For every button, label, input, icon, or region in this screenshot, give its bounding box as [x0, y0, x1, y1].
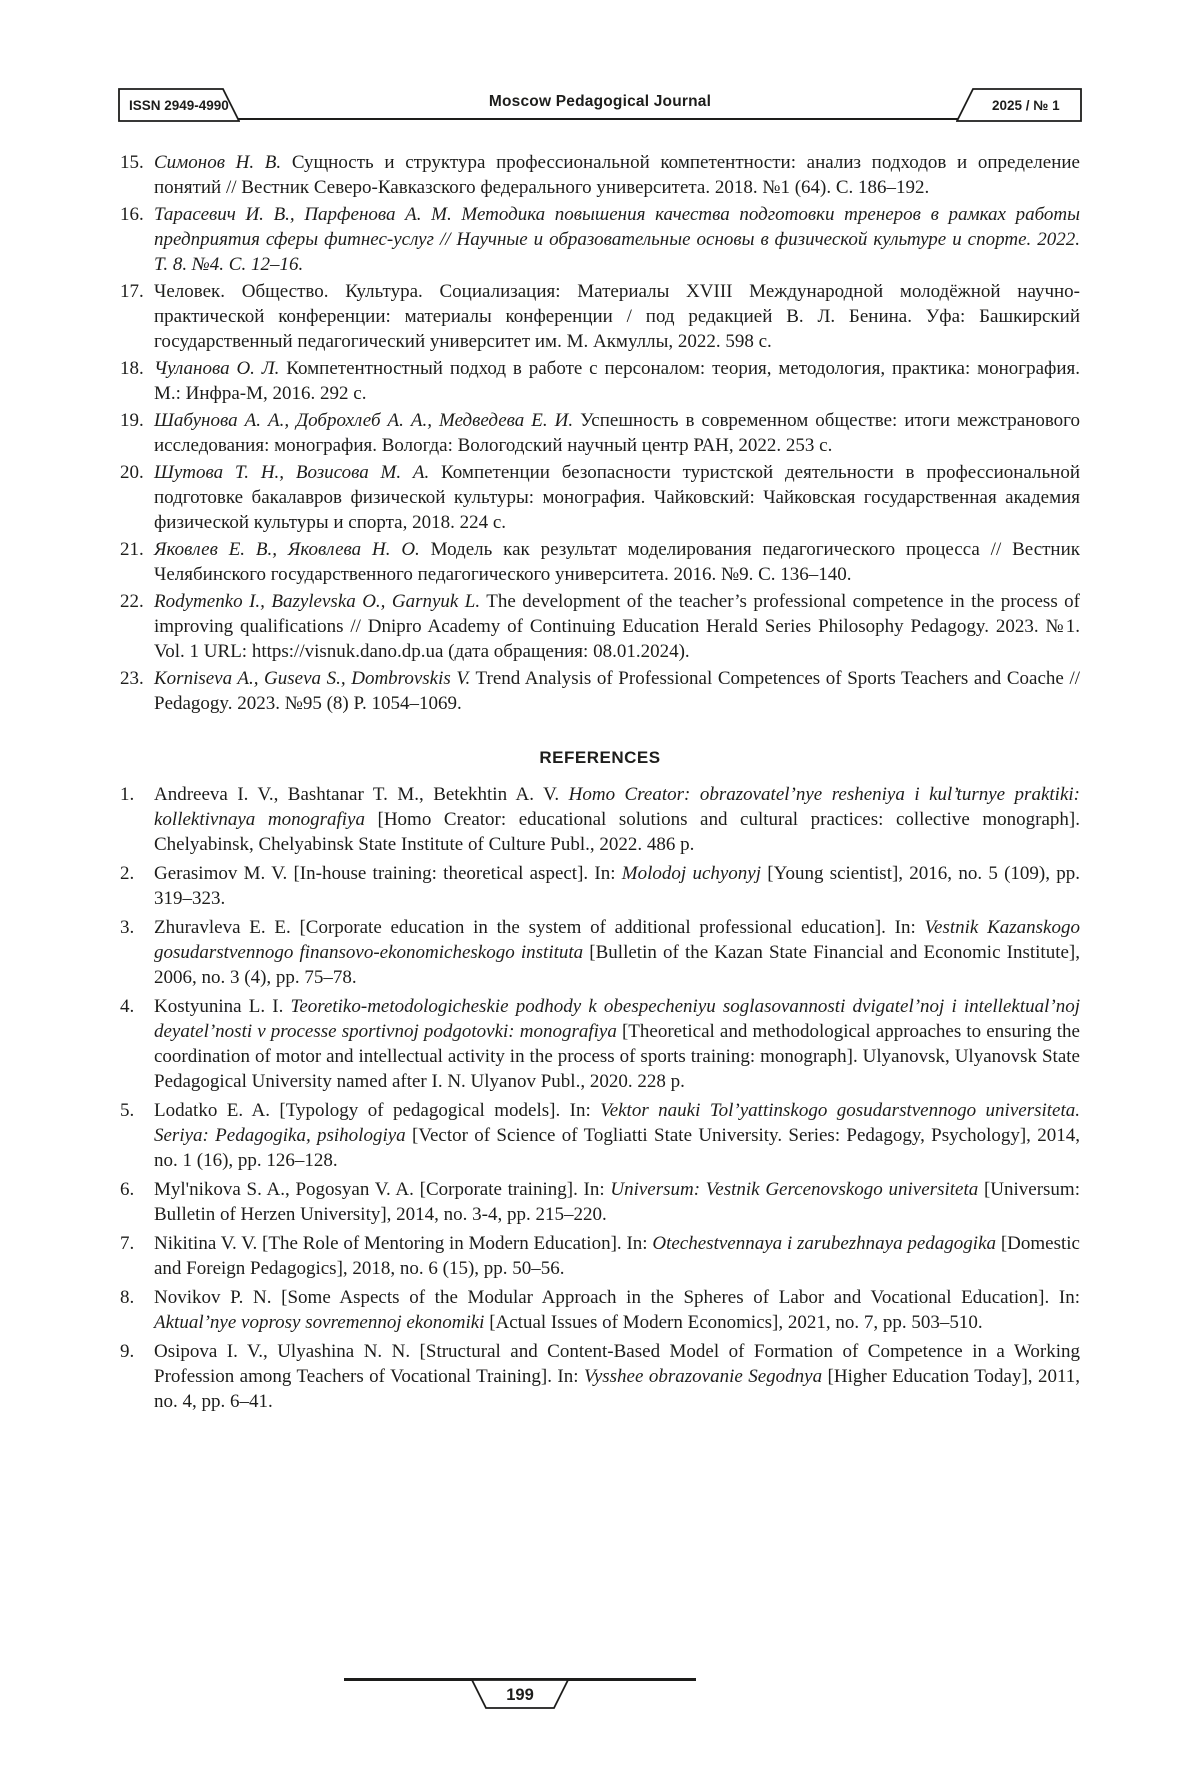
page-number: 199: [506, 1685, 534, 1704]
list-item-text: Яковлев Е. В., Яковлева Н. О. Модель как результат моделирования педагогического процесса // Вестник Челябинского государственного педагогического университета. 2016. №9. С. 136–140.: [154, 539, 1080, 585]
list-item-text: Rodymenko I., Bazylevska O., Garnyuk L. The development of the teacher’s professional competence in the process of improving qualifications // Dnipro Academy of Continuing Education Herald Series Philosophy Pedagogy. 2023. №1. Vol. 1 URL: https://visnuk.dano.dp.ua (дата обращения: 08.01.2024).: [154, 591, 1080, 662]
list-item-number: 18.: [120, 358, 144, 379]
list-item-text: Myl'nikova S. A., Pogosyan V. A. [Corporate training]. In: Universum: Vestnik Gercenovskogo universiteta [Universum: Bulletin of Herzen University], 2014, no. 3-4, pp. 215–220.: [154, 1179, 1080, 1225]
references-list: [120, 782, 1080, 1414]
list-item-number: 15.: [120, 152, 144, 173]
list-item-text: Nikitina V. V. [The Role of Mentoring in Modern Education]. In: Otechestvennaya i zarubezhnaya pedagogika [Domestic and Foreign Pedagogics], 2018, no. 6 (15), pp. 50–56.: [154, 1233, 1080, 1279]
list-item: [120, 356, 1080, 406]
list-item-text: Korniseva A., Guseva S., Dombrovskis V. Trend Analysis of Professional Competences of Sports Teachers and Coache // Pedagogy. 2023. №95 (8) P. 1054–1069.: [154, 668, 1080, 714]
page-body: [120, 150, 1080, 1414]
bibliography-list: [120, 150, 1080, 716]
list-item: [120, 589, 1080, 664]
list-item-text: Симонов Н. В. Сущность и структура профессиональной компетентности: анализ подходов и определение понятий // Вестник Северо-Кавказского федерального университета. 2018. №1 (64). С. 186–192.: [154, 152, 1080, 198]
list-item-number: 7.: [120, 1233, 135, 1254]
page-footer: [0, 1678, 1120, 1710]
list-item-text: Gerasimov M. V. [In-house training: theoretical aspect]. In: Molodoj uchyonyj [Young scientist], 2016, no. 5 (109), pp. 319–323.: [154, 863, 1081, 909]
list-item-number: 4.: [120, 996, 135, 1017]
list-item-number: 21.: [120, 539, 144, 560]
list-item: [120, 279, 1080, 354]
list-item-number: 5.: [120, 1100, 135, 1121]
list-item: [120, 1231, 1080, 1281]
list-item: [120, 666, 1080, 716]
list-item-text: Шабунова А. А., Доброхлеб А. А., Медведева Е. И. Успешность в современном обществе: итоги межстранового исследования: монография. Вологда: Вологодский научный центр РАН, 2022. 253 с.: [154, 410, 1080, 456]
list-item-number: 9.: [120, 1341, 135, 1362]
list-item: [120, 537, 1080, 587]
list-item-number: 23.: [120, 668, 144, 689]
list-item-text: Novikov P. N. [Some Aspects of the Modular Approach in the Spheres of Labor and Vocational Education]. In: Aktual’nye voprosy sovremennoj ekonomiki [Actual Issues of Modern Economics], 2021, no. 7, pp. 503–510.: [154, 1287, 1080, 1333]
list-item: [120, 1339, 1080, 1414]
issue-label: 2025 / № 1: [992, 98, 1060, 113]
list-item-text: Kostyunina L. I. Teoretiko-metodologicheskie podhody k obespecheniyu soglasovannosti dvigatel’noj i intellektual’noj deyatel’nosti v processe sportivnoj podgotovki: monografiya [Theoretical and methodological approaches to ensuring the coordination of motor and intellectual activity in the process of sports training: monograph]. Ulyanovsk, Ulyanovsk State Pedagogical University named after I. N. Ulyanov Publ., 2020. 228 p.: [154, 996, 1080, 1092]
list-item-text: Человек. Общество. Культура. Социализация: Материалы XVIII Международной молодёжной научно-практической конференции: материалы конференции / под редакцией В. Л. Бенина. Уфа: Башкирский государственный педагогический университет им. М. Акмуллы, 2022. 598 с.: [154, 281, 1080, 352]
list-item-number: 2.: [120, 863, 135, 884]
list-item-text: Zhuravleva E. E. [Corporate education in the system of additional professional education]. In: Vestnik Kazanskogo gosudarstvennogo finansovo-ekonomicheskogo instituta [Bulletin of the Kazan State Financial and Economic Institute], 2006, no. 3 (4), pp. 75–78.: [154, 917, 1080, 988]
references-heading: REFERENCES: [539, 748, 661, 767]
list-item-text: Andreeva I. V., Bashtanar T. M., Betekhtin A. V. Homo Creator: obrazovatel’nye resheniya i kul’turnye praktiki: kollektivnaya monografiya [Homo Creator: educational solutions and cultural practices: collective monograph]. Chelyabinsk, Chelyabinsk State Institute of Culture Publ., 2022. 486 p.: [154, 784, 1080, 855]
list-item-text: Lodatko E. A. [Typology of pedagogical models]. In: Vektor nauki Tol’yattinskogo gosudarstvennogo universiteta. Seriya: Pedagogika, psihologiya [Vector of Science of Togliatti State University. Series: Pedagogy, Psychology], 2014, no. 1 (16), pp. 126–128.: [154, 1100, 1081, 1171]
list-item: [120, 408, 1080, 458]
list-item: [120, 915, 1080, 990]
list-item-number: 19.: [120, 410, 144, 431]
page-header: [120, 86, 1080, 120]
issn-label: ISSN 2949-4990: [129, 98, 229, 113]
list-item-number: 17.: [120, 281, 144, 302]
list-item: [120, 861, 1080, 911]
list-item: [120, 150, 1080, 200]
list-item: [120, 994, 1080, 1094]
list-item-number: 8.: [120, 1287, 135, 1308]
list-item: [120, 1177, 1080, 1227]
list-item-number: 3.: [120, 917, 135, 938]
list-item-text: Osipova I. V., Ulyashina N. N. [Structural and Content-Based Model of Formation of Competence in a Working Profession among Teachers of Vocational Training]. In: Vysshee obrazovanie Segodnya [Higher Education Today], 2011, no. 4, pp. 6–41.: [154, 1341, 1081, 1412]
journal-title: Moscow Pedagogical Journal: [488, 93, 712, 110]
list-item: [120, 1285, 1080, 1335]
list-item-text: Шутова Т. Н., Возисова М. А. Компетенции безопасности туристской деятельности в профессиональной подготовке бакалавров физической культуры: монография. Чайковский: Чайковская государственная академия физической культуры и спорта, 2018. 224 с.: [154, 462, 1080, 533]
list-item-number: 16.: [120, 204, 144, 225]
list-item: [120, 782, 1080, 857]
header-rule: [120, 118, 1080, 120]
list-item-number: 20.: [120, 462, 144, 483]
list-item-text: Чуланова О. Л. Компетентностный подход в работе с персоналом: теория, методология, практика: монография. М.: Инфра-М, 2016. 292 с.: [154, 358, 1080, 404]
list-item-number: 1.: [120, 784, 135, 805]
list-item-text: Тарасевич И. В., Парфенова А. М. Методика повышения качества подготовки тренеров в рамках работы предприятия сферы фитнес-услуг // Научные и образовательные основы в физической культуре и спорте. 2022. Т. 8. №4. С. 12–16.: [154, 204, 1080, 275]
list-item-number: 22.: [120, 591, 144, 612]
list-item: [120, 1098, 1080, 1173]
list-item-number: 6.: [120, 1179, 135, 1200]
list-item: [120, 460, 1080, 535]
list-item: [120, 202, 1080, 277]
issue-tab: [956, 88, 1082, 122]
page-number-tab: [471, 1679, 569, 1710]
